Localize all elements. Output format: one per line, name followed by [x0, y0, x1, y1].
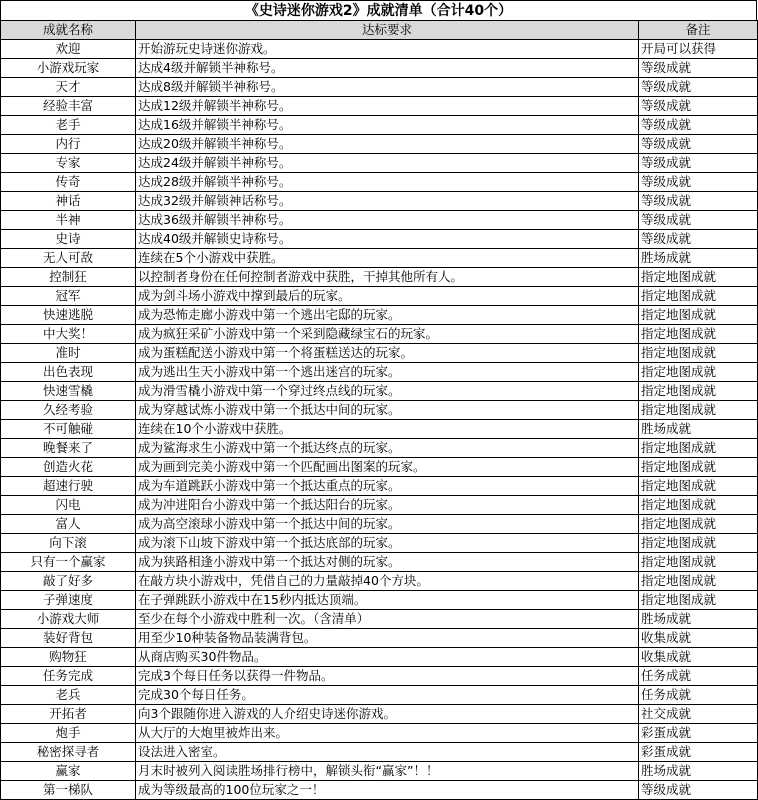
note-cell[interactable]: 指定地图成就 — [639, 439, 758, 458]
note-cell[interactable]: 等级成就 — [639, 781, 758, 800]
achievement-name-cell[interactable]: 天才 — [1, 78, 136, 97]
note-cell[interactable]: 指定地图成就 — [639, 382, 758, 401]
note-cell[interactable]: 彩蛋成就 — [639, 724, 758, 743]
requirement-cell[interactable]: 连续在5个小游戏中获胜。 — [136, 249, 639, 268]
achievement-name-cell[interactable]: 控制狂 — [1, 268, 136, 287]
achievement-name-cell[interactable]: 冠军 — [1, 287, 136, 306]
table-row — [1, 629, 758, 648]
table-row — [1, 211, 758, 230]
table-row — [1, 477, 758, 496]
note-cell[interactable]: 等级成就 — [639, 97, 758, 116]
table-row — [1, 420, 758, 439]
achievement-name-cell[interactable]: 内行 — [1, 135, 136, 154]
achievement-name-cell[interactable]: 秘密探寻者 — [1, 743, 136, 762]
note-cell[interactable]: 收集成就 — [639, 648, 758, 667]
note-cell[interactable]: 胜场成就 — [639, 762, 758, 781]
note-cell[interactable]: 指定地图成就 — [639, 515, 758, 534]
achievement-name-cell[interactable]: 闪电 — [1, 496, 136, 515]
requirement-cell[interactable]: 达成20级并解锁半神称号。 — [136, 135, 639, 154]
note-cell[interactable]: 任务成就 — [639, 667, 758, 686]
achievement-name-cell[interactable]: 装好背包 — [1, 629, 136, 648]
achievement-name-cell[interactable]: 半神 — [1, 211, 136, 230]
note-cell[interactable]: 任务成就 — [639, 686, 758, 705]
requirement-cell[interactable]: 向3个跟随你进入游戏的人介绍史诗迷你游戏。 — [136, 705, 639, 724]
achievement-name-cell[interactable]: 经验丰富 — [1, 97, 136, 116]
table-row — [1, 496, 758, 515]
achievement-name-cell[interactable]: 小游戏玩家 — [1, 59, 136, 78]
table-row — [1, 382, 758, 401]
requirement-cell[interactable]: 达成36级并解锁半神称号。 — [136, 211, 639, 230]
achievement-name-cell[interactable]: 子弹速度 — [1, 591, 136, 610]
achievement-name-cell[interactable]: 小游戏大师 — [1, 610, 136, 629]
table-body — [1, 40, 758, 800]
note-cell[interactable]: 指定地图成就 — [639, 458, 758, 477]
requirement-cell[interactable]: 成为滑雪橇小游戏中第一个穿过终点线的玩家。 — [136, 382, 639, 401]
requirement-cell[interactable]: 成为逃出生天小游戏中第一个逃出迷宫的玩家。 — [136, 363, 639, 382]
requirement-cell[interactable]: 成为等级最高的100位玩家之一！ — [136, 781, 639, 800]
table-row — [1, 667, 758, 686]
achievement-name-cell[interactable]: 中大奖！ — [1, 325, 136, 344]
achievement-name-cell[interactable]: 向下滚 — [1, 534, 136, 553]
table-row — [1, 325, 758, 344]
achievement-name-cell[interactable]: 不可触碰 — [1, 420, 136, 439]
note-cell[interactable]: 指定地图成就 — [639, 477, 758, 496]
table-row — [1, 344, 758, 363]
note-cell[interactable]: 等级成就 — [639, 116, 758, 135]
note-cell[interactable]: 指定地图成就 — [639, 287, 758, 306]
achievement-name-cell[interactable]: 创造火花 — [1, 458, 136, 477]
note-cell[interactable]: 指定地图成就 — [639, 401, 758, 420]
achievement-name-cell[interactable]: 欢迎 — [1, 40, 136, 59]
table-row — [1, 686, 758, 705]
note-cell[interactable]: 社交成就 — [639, 705, 758, 724]
header-name[interactable]: 成就名称 — [1, 21, 136, 40]
requirement-cell[interactable]: 完成30个每日任务。 — [136, 686, 639, 705]
table-row — [1, 249, 758, 268]
requirement-cell[interactable]: 月末时被列入阅读胜场排行榜中，解锁头衔“赢家”！！ — [136, 762, 639, 781]
achievement-name-cell[interactable]: 炮手 — [1, 724, 136, 743]
requirement-cell[interactable]: 成为狭路相逢小游戏中第一个抵达对侧的玩家。 — [136, 553, 639, 572]
sheet-title: 《史诗迷你游戏2》成就清单（合计40个） — [0, 0, 757, 20]
achievement-name-cell[interactable]: 传奇 — [1, 173, 136, 192]
header-note[interactable]: 备注 — [639, 21, 758, 40]
note-cell[interactable]: 等级成就 — [639, 135, 758, 154]
achievement-name-cell[interactable]: 购物狂 — [1, 648, 136, 667]
table-row — [1, 59, 758, 78]
requirement-cell[interactable]: 用至少10种装备物品装满背包。 — [136, 629, 639, 648]
note-cell[interactable]: 等级成就 — [639, 173, 758, 192]
note-cell[interactable]: 胜场成就 — [639, 249, 758, 268]
note-cell[interactable]: 胜场成就 — [639, 420, 758, 439]
note-cell[interactable]: 等级成就 — [639, 211, 758, 230]
achievement-name-cell[interactable]: 快速逃脱 — [1, 306, 136, 325]
note-cell[interactable]: 指定地图成就 — [639, 591, 758, 610]
table-row — [1, 705, 758, 724]
requirement-cell[interactable]: 成为滚下山坡下游戏中第一个抵达底部的玩家。 — [136, 534, 639, 553]
requirement-cell[interactable]: 成为疯狂采矿小游戏中第一个采到隐藏绿宝石的玩家。 — [136, 325, 639, 344]
achievement-name-cell[interactable]: 出色表现 — [1, 363, 136, 382]
achievement-name-cell[interactable]: 老兵 — [1, 686, 136, 705]
header-requirement[interactable]: 达标要求 — [136, 21, 639, 40]
table-row — [1, 40, 758, 59]
requirement-cell[interactable]: 成为高空滚球小游戏中第一个抵达中间的玩家。 — [136, 515, 639, 534]
table-row — [1, 230, 758, 249]
note-cell[interactable]: 指定地图成就 — [639, 363, 758, 382]
achievement-name-cell[interactable]: 只有一个赢家 — [1, 553, 136, 572]
achievement-table — [0, 20, 758, 800]
table-row — [1, 97, 758, 116]
note-cell[interactable]: 指定地图成就 — [639, 496, 758, 515]
table-row — [1, 762, 758, 781]
table-row — [1, 553, 758, 572]
table-row — [1, 363, 758, 382]
requirement-cell[interactable]: 从商店购买30件物品。 — [136, 648, 639, 667]
table-row — [1, 591, 758, 610]
achievement-name-cell[interactable]: 敲了好多 — [1, 572, 136, 591]
note-cell[interactable]: 等级成就 — [639, 59, 758, 78]
achievement-name-cell[interactable]: 久经考验 — [1, 401, 136, 420]
table-row — [1, 401, 758, 420]
requirement-cell[interactable]: 达成32级并解锁神话称号。 — [136, 192, 639, 211]
requirement-cell[interactable]: 成为恐怖走廊小游戏中第一个逃出宅邸的玩家。 — [136, 306, 639, 325]
table-row — [1, 515, 758, 534]
requirement-cell[interactable]: 从大厅的大炮里被炸出来。 — [136, 724, 639, 743]
achievement-name-cell[interactable]: 任务完成 — [1, 667, 136, 686]
requirement-cell[interactable]: 成为画到完美小游戏中第一个匹配画出图案的玩家。 — [136, 458, 639, 477]
table-row — [1, 268, 758, 287]
table-row — [1, 610, 758, 629]
requirement-cell[interactable]: 达成8级并解锁半神称号。 — [136, 78, 639, 97]
note-cell[interactable]: 指定地图成就 — [639, 572, 758, 591]
achievement-name-cell[interactable]: 准时 — [1, 344, 136, 363]
note-cell[interactable]: 等级成就 — [639, 192, 758, 211]
note-cell[interactable]: 彩蛋成就 — [639, 743, 758, 762]
note-cell[interactable]: 指定地图成就 — [639, 306, 758, 325]
requirement-cell[interactable]: 以控制者身份在任何控制者游戏中获胜，干掉其他所有人。 — [136, 268, 639, 287]
requirement-cell[interactable]: 成为冲进阳台小游戏中第一个抵达阳台的玩家。 — [136, 496, 639, 515]
requirement-cell[interactable]: 设法进入密室。 — [136, 743, 639, 762]
requirement-cell[interactable]: 至少在每个小游戏中胜利一次。（含清单） — [136, 610, 639, 629]
requirement-cell[interactable]: 完成3个每日任务以获得一件物品。 — [136, 667, 639, 686]
table-row — [1, 78, 758, 97]
achievement-name-cell[interactable]: 赢家 — [1, 762, 136, 781]
achievement-name-cell[interactable]: 开拓者 — [1, 705, 136, 724]
requirement-cell[interactable]: 成为穿越试炼小游戏中第一个抵达中间的玩家。 — [136, 401, 639, 420]
note-cell[interactable]: 指定地图成就 — [639, 325, 758, 344]
requirement-cell[interactable]: 在敲方块小游戏中，凭借自己的力量敲掉40个方块。 — [136, 572, 639, 591]
table-row — [1, 287, 758, 306]
achievement-name-cell[interactable]: 晚餐来了 — [1, 439, 136, 458]
achievement-name-cell[interactable]: 第一梯队 — [1, 781, 136, 800]
table-row — [1, 648, 758, 667]
requirement-cell[interactable]: 开始游玩史诗迷你游戏。 — [136, 40, 639, 59]
header-row — [1, 21, 758, 40]
note-cell[interactable]: 胜场成就 — [639, 610, 758, 629]
requirement-cell[interactable]: 成为剑斗场小游戏中撑到最后的玩家。 — [136, 287, 639, 306]
achievement-name-cell[interactable]: 神话 — [1, 192, 136, 211]
table-row — [1, 135, 758, 154]
requirement-cell[interactable]: 成为鲨海求生小游戏中第一个抵达终点的玩家。 — [136, 439, 639, 458]
achievement-name-cell[interactable]: 专家 — [1, 154, 136, 173]
table-row — [1, 173, 758, 192]
requirement-cell[interactable]: 成为车道跳跃小游戏中第一个抵达重点的玩家。 — [136, 477, 639, 496]
note-cell[interactable]: 开局可以获得 — [639, 40, 758, 59]
requirement-cell[interactable]: 达成40级并解锁史诗称号。 — [136, 230, 639, 249]
table-row — [1, 154, 758, 173]
achievement-name-cell[interactable]: 无人可敌 — [1, 249, 136, 268]
table-row — [1, 192, 758, 211]
note-cell[interactable]: 收集成就 — [639, 629, 758, 648]
table-row — [1, 534, 758, 553]
table-row — [1, 116, 758, 135]
requirement-cell[interactable]: 达成24级并解锁半神称号。 — [136, 154, 639, 173]
note-cell[interactable]: 指定地图成就 — [639, 553, 758, 572]
requirement-cell[interactable]: 达成4级并解锁半神称号。 — [136, 59, 639, 78]
requirement-cell[interactable]: 达成28级并解锁半神称号。 — [136, 173, 639, 192]
note-cell[interactable]: 等级成就 — [639, 154, 758, 173]
table-row — [1, 306, 758, 325]
note-cell[interactable]: 指定地图成就 — [639, 268, 758, 287]
achievement-name-cell[interactable]: 富人 — [1, 515, 136, 534]
requirement-cell[interactable]: 成为蛋糕配送小游戏中第一个将蛋糕送达的玩家。 — [136, 344, 639, 363]
requirement-cell[interactable]: 在子弹跳跃小游戏中在15秒内抵达顶端。 — [136, 591, 639, 610]
note-cell[interactable]: 等级成就 — [639, 230, 758, 249]
requirement-cell[interactable]: 连续在10个小游戏中获胜。 — [136, 420, 639, 439]
achievement-name-cell[interactable]: 史诗 — [1, 230, 136, 249]
note-cell[interactable]: 指定地图成就 — [639, 534, 758, 553]
requirement-cell[interactable]: 达成16级并解锁半神称号。 — [136, 116, 639, 135]
table-row — [1, 439, 758, 458]
achievement-name-cell[interactable]: 超速行驶 — [1, 477, 136, 496]
table-row — [1, 572, 758, 591]
table-row — [1, 743, 758, 762]
note-cell[interactable]: 等级成就 — [639, 78, 758, 97]
requirement-cell[interactable]: 达成12级并解锁半神称号。 — [136, 97, 639, 116]
achievement-name-cell[interactable]: 老手 — [1, 116, 136, 135]
table-row — [1, 724, 758, 743]
note-cell[interactable]: 指定地图成就 — [639, 344, 758, 363]
table-row — [1, 458, 758, 477]
achievement-name-cell[interactable]: 快速雪橇 — [1, 382, 136, 401]
table-row — [1, 781, 758, 800]
